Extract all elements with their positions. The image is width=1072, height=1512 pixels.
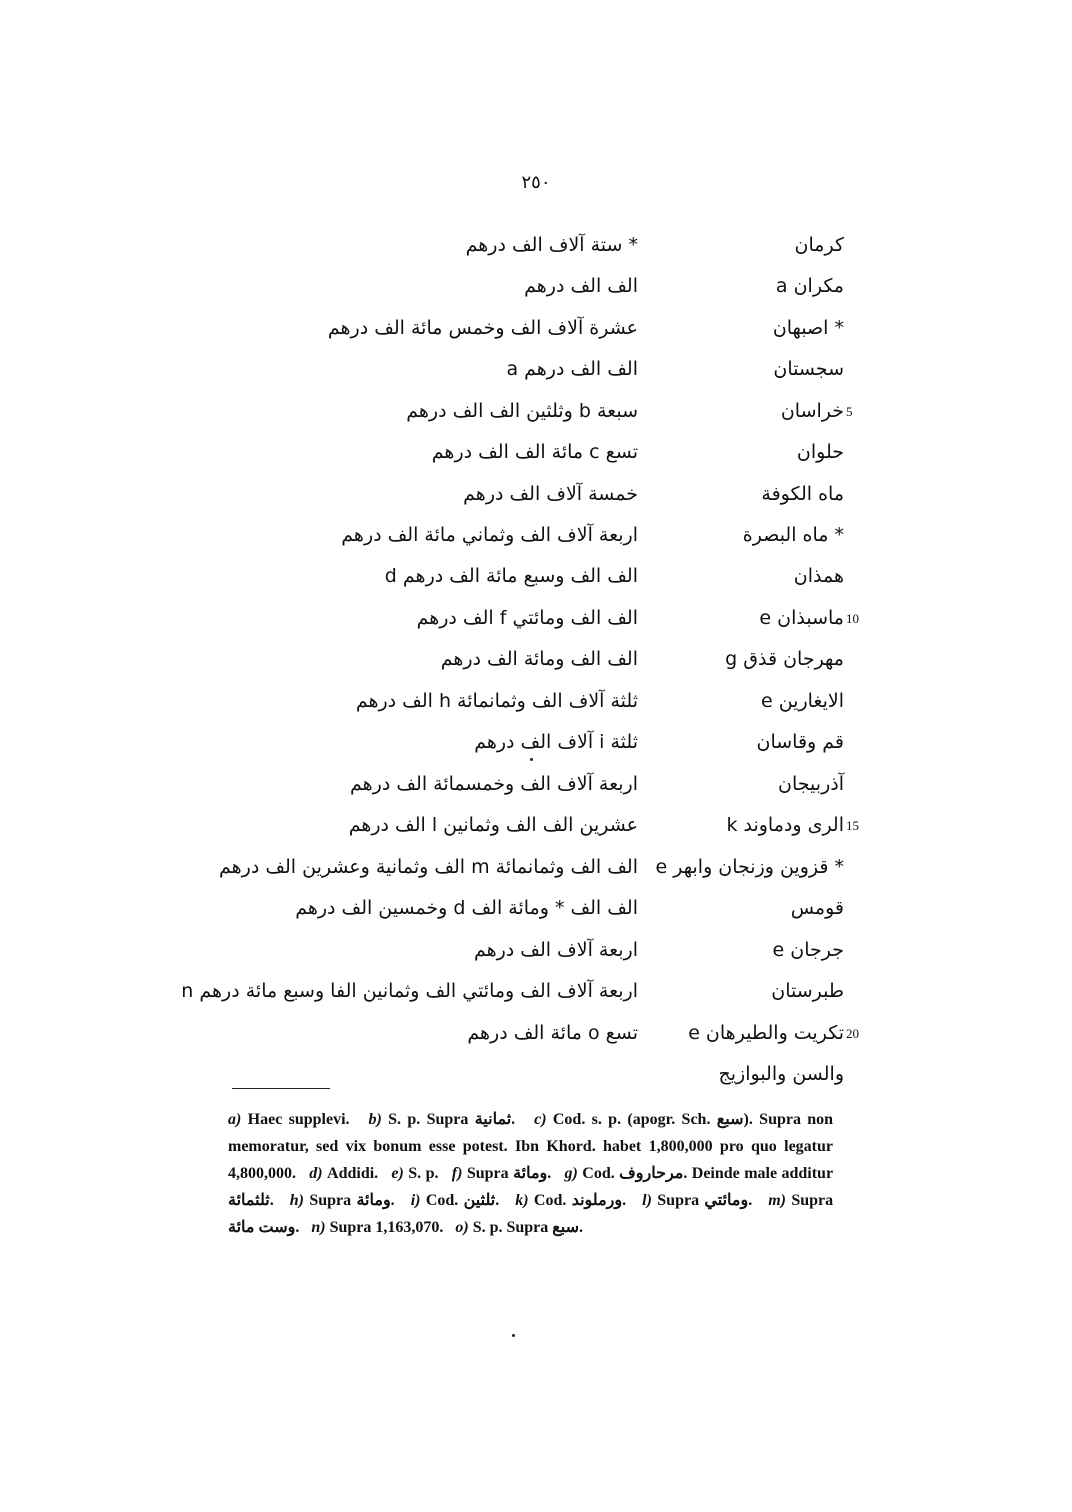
page-number: ٢٥٠ bbox=[521, 172, 551, 193]
tax-amount: عشرين الف الف وثمانين l الف درهم bbox=[348, 814, 638, 836]
place-name: مكران a bbox=[775, 275, 844, 297]
table-row bbox=[0, 394, 1072, 428]
place-name: قومس bbox=[790, 897, 844, 919]
tax-amount: تسع o مائة الف درهم bbox=[467, 1022, 638, 1044]
tax-amount: سبعة b وثلثين الف الف درهم bbox=[406, 400, 638, 422]
place-name: مهرجان قذق g bbox=[725, 648, 844, 670]
footnotes bbox=[228, 1106, 833, 1241]
place-name: الايغارين e bbox=[760, 690, 844, 712]
footnote: m) Supra وست مائة. bbox=[228, 1192, 834, 1236]
table-row bbox=[0, 477, 1072, 511]
tax-amount: اربعة آلاف الف درهم bbox=[473, 939, 638, 961]
line-number: 15 bbox=[846, 818, 859, 833]
table-row bbox=[0, 767, 1072, 801]
footnote: l) Supra ومائتي. bbox=[642, 1192, 753, 1209]
footnote: c) Cod. s. p. (apogr. Sch. سبع). Supra non memoratur, sed vix bonum esse potest. Ibn Khord. habet 1,800,000 pro quo legatur 4,800,000. bbox=[228, 1111, 834, 1182]
tax-amount: اربعة آلاف الف وخمسمائة الف درهم bbox=[350, 773, 638, 795]
footnote: d) Addidi. bbox=[309, 1165, 379, 1182]
stray-ink-dot bbox=[512, 1334, 515, 1337]
place-name: تكريت والطيرهان e bbox=[688, 1022, 844, 1044]
place-name: همذان bbox=[793, 565, 844, 587]
tax-amount: ثلثة i آلاف الف درهم bbox=[474, 731, 638, 753]
place-name: * ماه البصرة bbox=[742, 524, 844, 546]
line-number: 5 bbox=[846, 404, 853, 419]
tax-amount: تسع c مائة الف الف درهم bbox=[431, 441, 638, 463]
place-name: سجستان bbox=[773, 358, 844, 380]
place-name: الرى ودماوند k bbox=[726, 814, 844, 836]
place-name: كرمان bbox=[794, 234, 844, 256]
footnote: a) Haec supplevi. bbox=[228, 1111, 350, 1128]
table-row bbox=[0, 601, 1072, 635]
table-row bbox=[0, 725, 1072, 759]
footnote: g) Cod. مرحاروف. Deinde male additur ثلثمائة. bbox=[228, 1165, 834, 1209]
footnote: n) Supra 1,163,070. bbox=[311, 1219, 444, 1236]
footnote-rule bbox=[232, 1088, 330, 1089]
table-row bbox=[0, 933, 1072, 967]
tax-amount: خمسة آلاف الف درهم bbox=[463, 483, 638, 505]
footnote: b) S. p. Supra ثمانية. bbox=[368, 1111, 516, 1128]
footnote: e) S. p. bbox=[391, 1165, 439, 1182]
footnote: k) Cod. ورملوند. bbox=[515, 1192, 627, 1209]
table-row bbox=[0, 850, 1072, 884]
table-row bbox=[0, 559, 1072, 593]
tax-amount: الف الف وثمانمائة m الف وثمانية وعشرين الف درهم bbox=[218, 856, 638, 878]
table-row bbox=[0, 435, 1072, 469]
line-number: 20 bbox=[846, 1026, 859, 1041]
stray-ink-dot bbox=[530, 758, 533, 761]
table-row bbox=[0, 228, 1072, 262]
footnote: f) Supra ومائة. bbox=[451, 1165, 552, 1182]
place-name: طبرستان bbox=[771, 980, 844, 1002]
tax-amount: * ستة آلاف الف درهم bbox=[465, 234, 638, 256]
tax-amount: اربعة آلاف الف وثماني مائة الف درهم bbox=[341, 524, 638, 546]
table-row bbox=[0, 684, 1072, 718]
tax-amount: الف الف ومائتي f الف درهم bbox=[416, 607, 638, 629]
table-row bbox=[0, 891, 1072, 925]
table-row bbox=[0, 808, 1072, 842]
tax-amount: عشرة آلاف الف وخمس مائة الف درهم bbox=[327, 317, 638, 339]
footnote: o) S. p. Supra سبع. bbox=[455, 1219, 584, 1236]
table-row bbox=[0, 518, 1072, 552]
tax-amount: الف الف درهم a bbox=[506, 358, 638, 380]
footnote: i) Cod. ثلثين. bbox=[410, 1192, 500, 1209]
table-row bbox=[0, 269, 1072, 303]
tax-amount: الف الف * ومائة الف d وخمسين الف درهم bbox=[295, 897, 638, 919]
place-name: جرجان e bbox=[772, 939, 844, 961]
place-name: ماسبذان e bbox=[759, 607, 844, 629]
table-row bbox=[0, 642, 1072, 676]
tax-amount: ثلثة آلاف الف وثمانمائة h الف درهم bbox=[355, 690, 638, 712]
table-row bbox=[0, 311, 1072, 345]
place-name: والسن والبوازيج bbox=[718, 1063, 844, 1085]
table-row bbox=[0, 1016, 1072, 1050]
place-name: حلوان bbox=[796, 441, 844, 463]
place-name: آذربيجان bbox=[778, 773, 844, 795]
place-name: * اصبهان bbox=[772, 317, 844, 339]
tax-amount: الف الف درهم bbox=[524, 275, 638, 297]
place-name: * قزوين وزنجان وابهر e bbox=[655, 856, 844, 878]
tax-amount: الف الف ومائة الف درهم bbox=[440, 648, 638, 670]
line-number: 10 bbox=[846, 611, 859, 626]
tax-amount: اربعة آلاف الف ومائتي الف وثمانين الفا وسبع مائة درهم n bbox=[181, 980, 638, 1002]
table-row bbox=[0, 352, 1072, 386]
table-row bbox=[0, 1057, 1072, 1091]
place-name: قم وقاسان bbox=[756, 731, 844, 753]
table-row bbox=[0, 974, 1072, 1008]
place-name: ماه الكوفة bbox=[761, 483, 844, 505]
place-name: خراسان bbox=[780, 400, 844, 422]
tax-amount: الف الف وسبع مائة الف درهم d bbox=[384, 565, 638, 587]
footnote: h) Supra ومائة. bbox=[289, 1192, 395, 1209]
